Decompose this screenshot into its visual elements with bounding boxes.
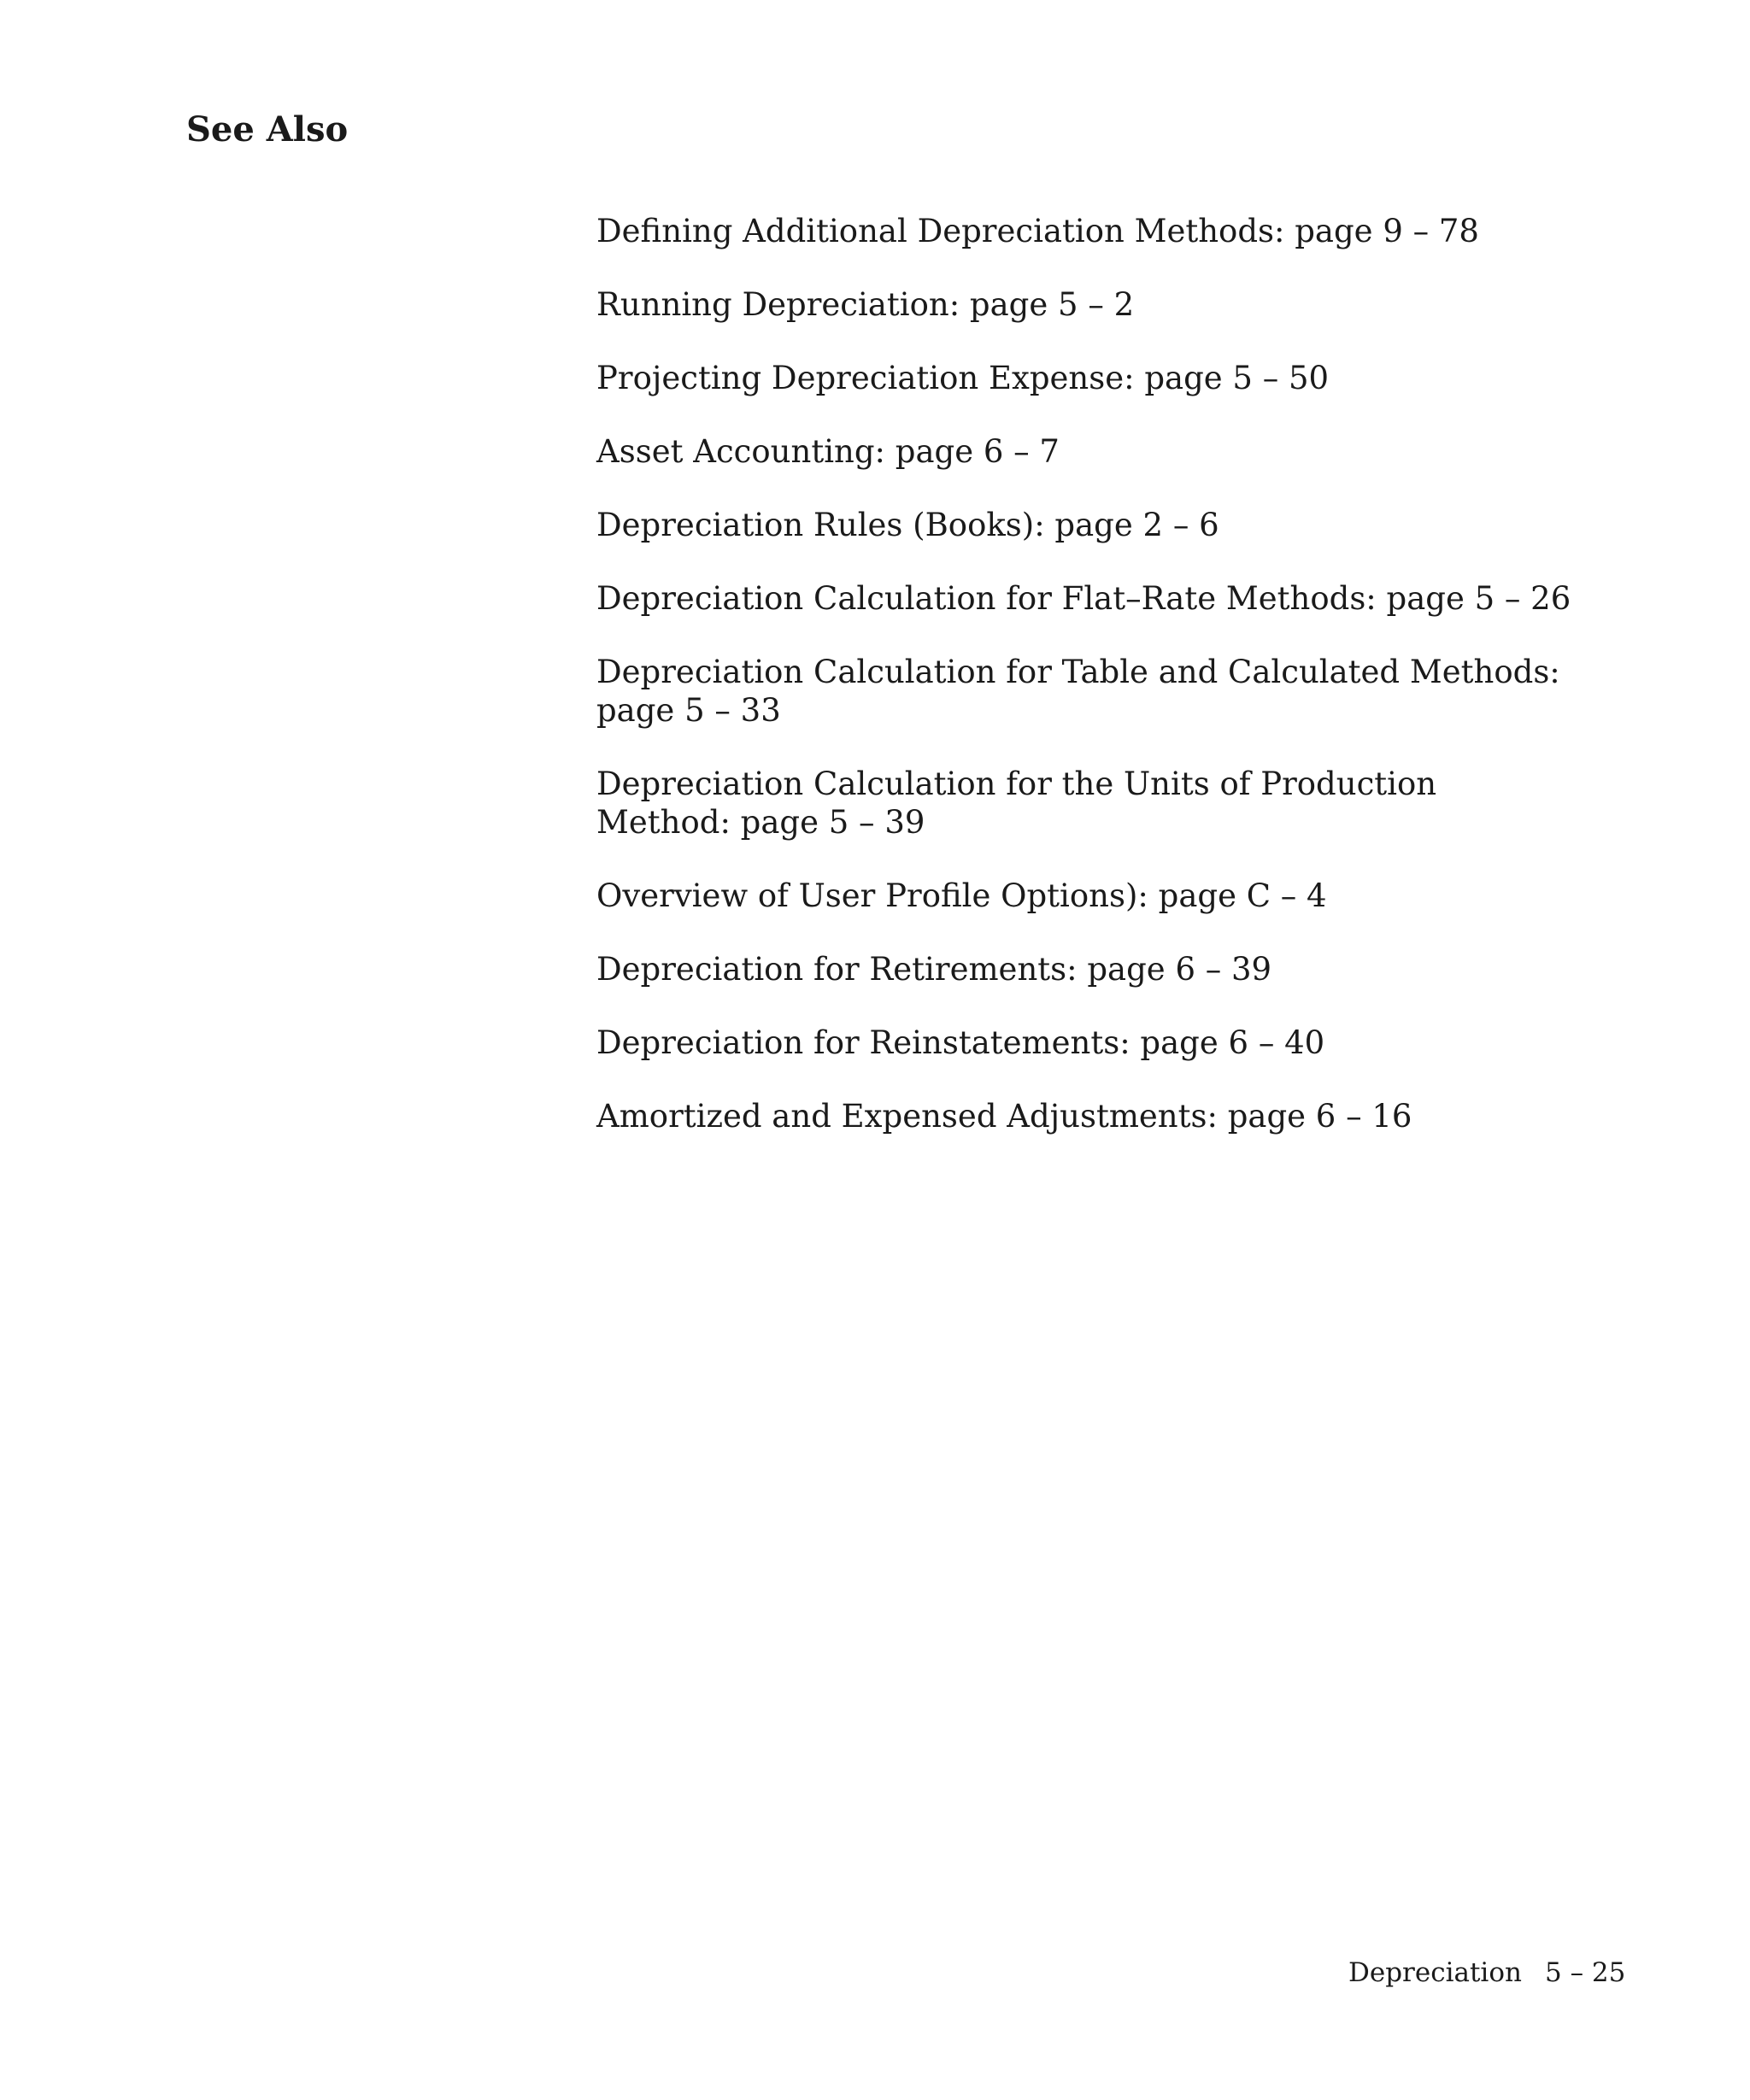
footer-page-number: 5 – 25 — [1545, 1957, 1626, 1988]
reference-item[interactable]: Projecting Depreciation Expense: page 5 – 50 — [596, 360, 1330, 396]
reference-item[interactable]: Depreciation for Reinstatements: page 6 – 40 — [596, 1024, 1325, 1061]
reference-item[interactable]: Amortized and Expensed Adjustments: page 6 – 16 — [596, 1098, 1412, 1135]
reference-item[interactable]: Overview of User Profile Options): page C – 4 — [596, 877, 1327, 914]
reference-item[interactable]: Depreciation for Retirements: page 6 – 39 — [596, 951, 1272, 988]
reference-item[interactable]: Running Depreciation: page 5 – 2 — [596, 286, 1135, 323]
section-heading: See Also — [186, 109, 349, 150]
reference-item[interactable]: Asset Accounting: page 6 – 7 — [596, 433, 1060, 470]
reference-item[interactable]: Depreciation Calculation for Flat–Rate Methods: page 5 – 26 — [596, 580, 1571, 617]
footer-section-title: Depreciation — [1348, 1957, 1522, 1988]
reference-item[interactable]: Depreciation Calculation for Table and Calculated Methods: page 5 – 33 — [596, 654, 1560, 729]
reference-item[interactable]: Depreciation Calculation for the Units of Production Method: page 5 – 39 — [596, 766, 1437, 841]
reference-item[interactable]: Defining Additional Depreciation Methods: page 9 – 78 — [596, 213, 1479, 249]
see-also-list — [596, 212, 1622, 1170]
reference-item[interactable]: Depreciation Rules (Books): page 2 – 6 — [596, 507, 1219, 543]
